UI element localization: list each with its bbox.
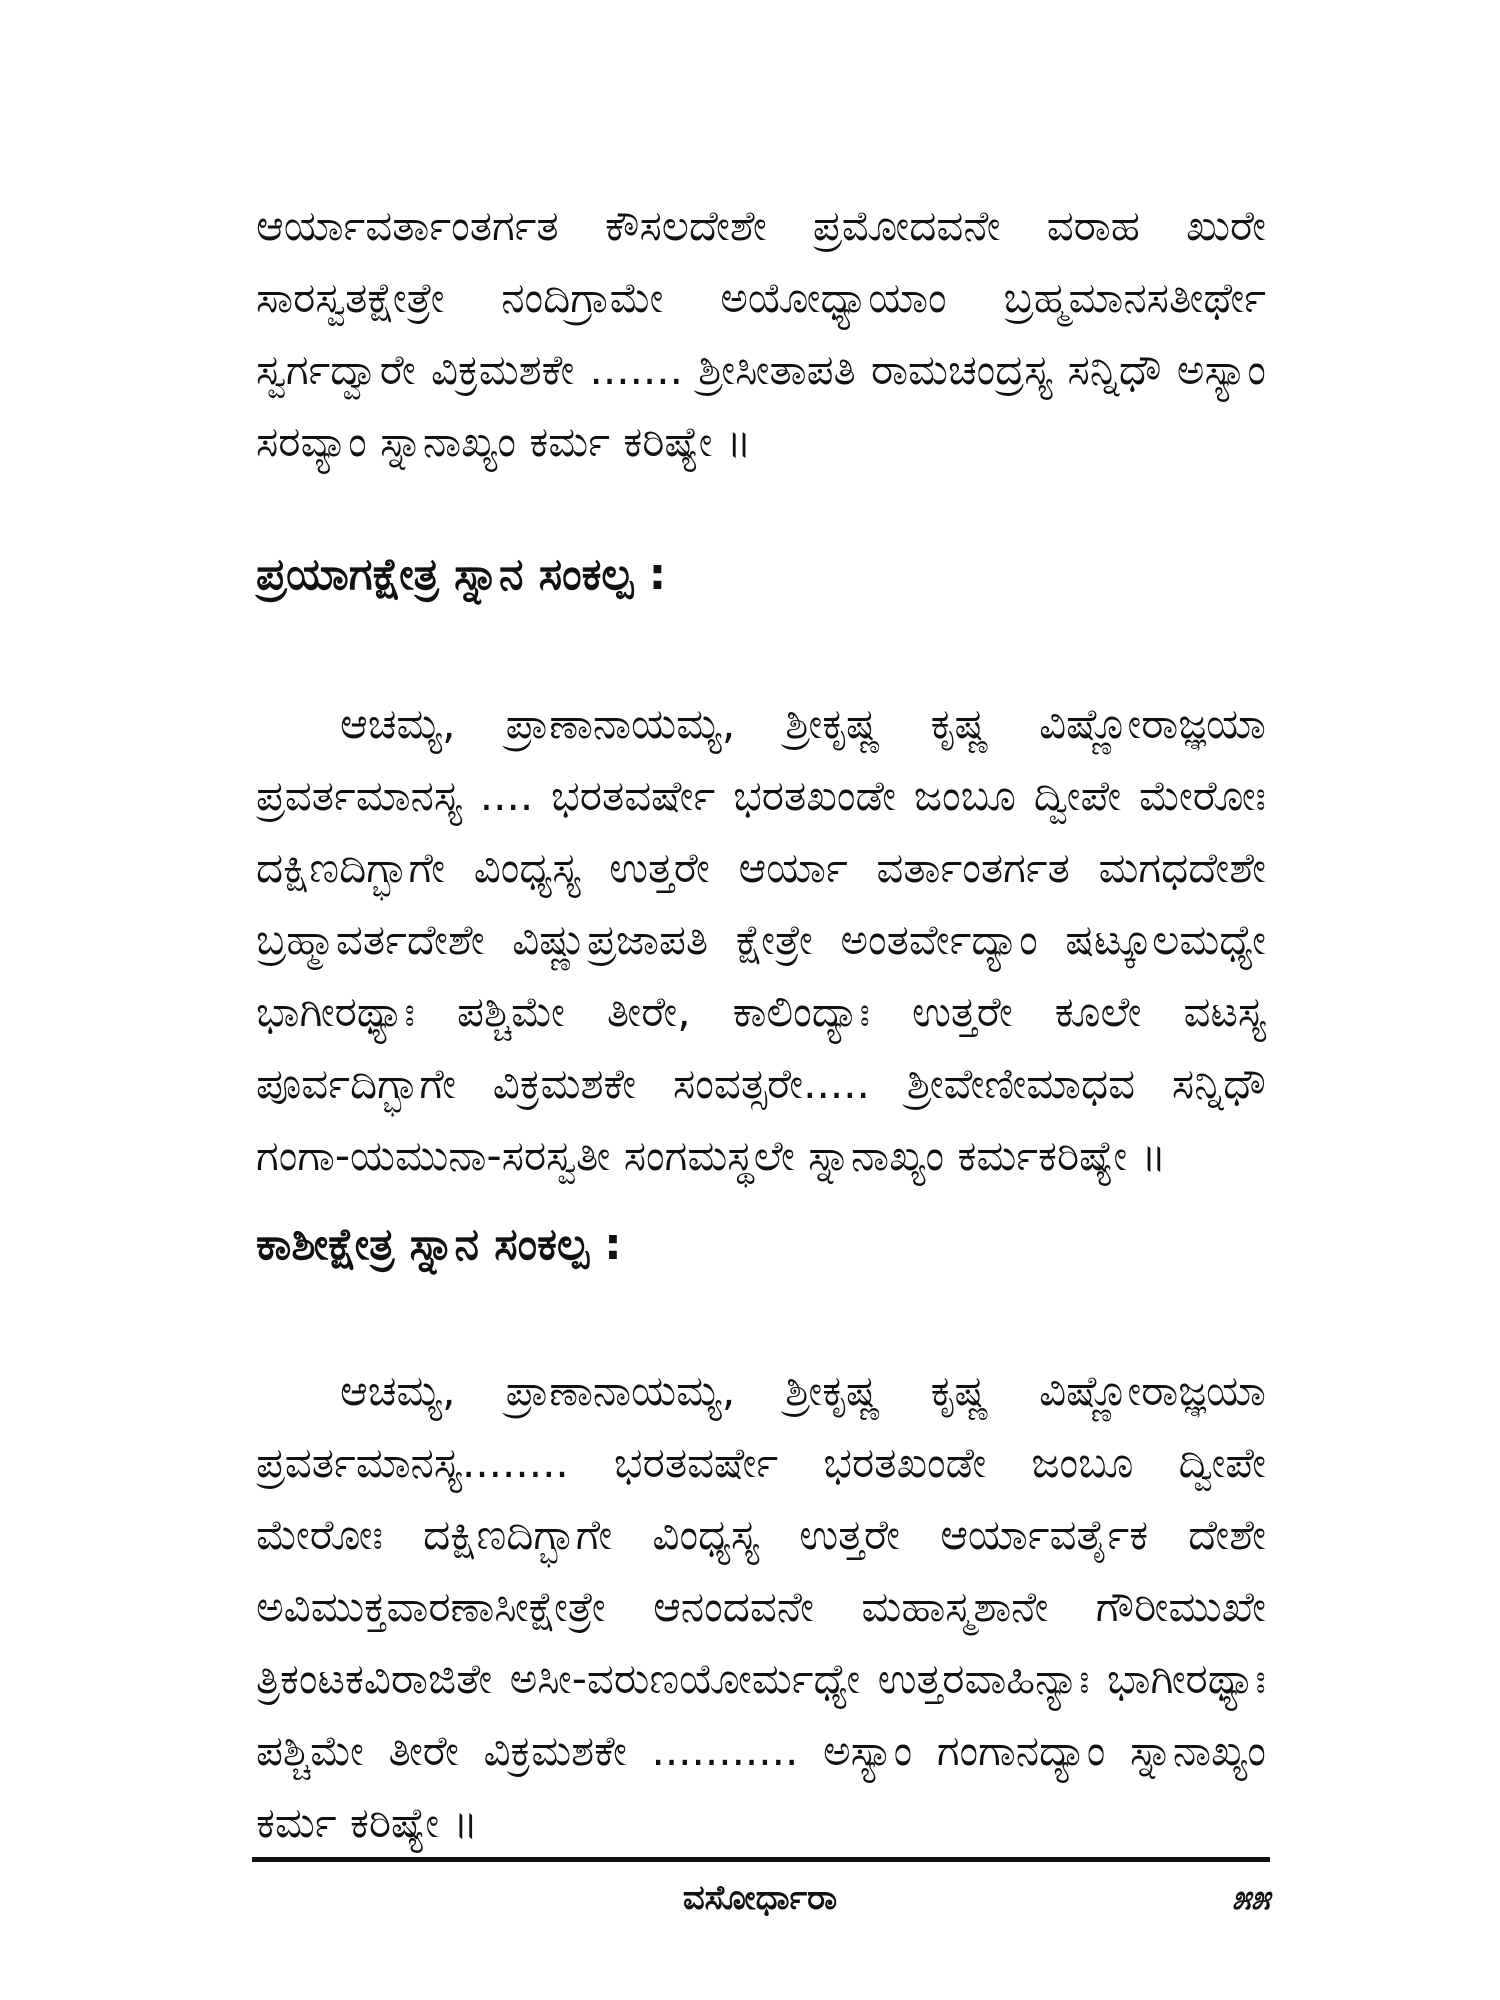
prayaga-sankalpa-heading: ಪ್ರಯಾಗಕ್ಷೇತ್ರ ಸ್ನಾನ ಸಂಕಲ್ಪ : — [256, 549, 667, 600]
kashi-sankalpa-paragraph: ಆಚಮ್ಯ, ಪ್ರಾಣಾನಾಯಮ್ಯ, ಶ್ರೀಕೃಷ್ಣ ಕೃಷ್ಣ ವಿಷ್ಣೋರಾಜ್ಞಯಾ ಪ್ರವರ್ತಮಾನಸ್ಯ........ ಭರತವರ್ಷೇ ಭರತಖಂಡೇ ಜಂಬೂ ದ್ವೀಪೇ ಮೇರೋಃ ದಕ್ಷಿಣದಿಗ್ಭಾಗೇ ವಿಂಧ್ಯಸ್ಯ ಉತ್ತರೇ ಆರ್ಯಾವರ್ತೈಕ ದೇಶೇ ಅವಿಮುಕ್ತವಾರಣಾಸೀಕ್ಷೇತ್ರೇ ಆನಂದವನೇ ಮಹಾಸ್ಮಶಾನೇ ಗೌರೀಮುಖೇ ತ್ರಿಕಂಟಕವಿರಾಜಿತೇ ಅಸೀ-ವರುಣಯೋರ್ಮಧ್ಯೇ ಉತ್ತರವಾಹಿನ್ಯಾಃ ಭಾಗೀರಥ್ಯಾಃ ಪಶ್ಚಿಮೇ ತೀರೇ ವಿಕ್ರಮಶಕೇ ........... ಅಸ್ಯಾಂ ಗಂಗಾನದ್ಯಾಂ ಸ್ನಾನಾಖ್ಯಂ ಕರ್ಮ ಕರಿಷ್ಯೇ ॥ — [256, 1366, 1266, 1847]
prayaga-sankalpa-paragraph: ಆಚಮ್ಯ, ಪ್ರಾಣಾನಾಯಮ್ಯ, ಶ್ರೀಕೃಷ್ಣ ಕೃಷ್ಣ ವಿಷ್ಣೋರಾಜ್ಞಯಾ ಪ್ರವರ್ತಮಾನಸ್ಯ .... ಭರತವರ್ಷೇ ಭರತಖಂಡೇ ಜಂಬೂ ದ್ವೀಪೇ ಮೇರೋಃ ದಕ್ಷಿಣದಿಗ್ಭಾಗೇ ವಿಂಧ್ಯಸ್ಯ ಉತ್ತರೇ ಆರ್ಯಾ ವರ್ತಾಂತರ್ಗತ ಮಗಧದೇಶೇ ಬ್ರಹ್ಮಾವರ್ತದೇಶೇ ವಿಷ್ಣುಪ್ರಜಾಪತಿ ಕ್ಷೇತ್ರೇ ಅಂತರ್ವೇದ್ಯಾಂ ಷಟ್ಕೂಲಮಧ್ಯೇ ಭಾಗೀರಥ್ಯಾಃ ಪಶ್ಚಿಮೇ ತೀರೇ, ಕಾಲಿಂದ್ಯಾಃ ಉತ್ತರೇ ಕೂಲೇ ವಟಸ್ಯ ಪೂರ್ವದಿಗ್ಭಾಗೇ ವಿಕ್ರಮಶಕೇ ಸಂವತ್ಸರೇ..... ಶ್ರೀವೇಣೀಮಾಧವ ಸನ್ನಿಧೌ ಗಂಗಾ-ಯಮುನಾ-ಸರಸ್ವತೀ ಸಂಗಮಸ್ಥಲೇ ಸ್ನಾನಾಖ್ಯಂ ಕರ್ಮಕರಿಷ್ಯೇ ॥ — [256, 699, 1266, 1180]
footer-book-title: ವಸೋರ್ಧಾರಾ — [682, 1878, 838, 1918]
page-number: ೫೫ — [1231, 1878, 1270, 1918]
intro-paragraph: ಆರ್ಯಾವರ್ತಾಂತರ್ಗತ ಕೌಸಲದೇಶೇ ಪ್ರಮೋದವನೇ ವರಾಹ ಖುರೇ ಸಾರಸ್ವತಕ್ಷೇತ್ರೇ ನಂದಿಗ್ರಾಮೇ ಅಯೋಧ್ಯಾಯಾಂ ಬ್ರಹ್ಮಮಾನಸತೀರ್ಥೇ ಸ್ವರ್ಗದ್ವಾರೇ ವಿಕ್ರಮಶಕೇ ....... ಶ್ರೀಸೀತಾಪತಿ ರಾಮಚಂದ್ರಸ್ಯ ಸನ್ನಿಧೌ ಅಸ್ಯಾಂ ಸರವ್ಯಾಂ ಸ್ನಾನಾಖ್ಯಂ ಕರ್ಮ ಕರಿಷ್ಯೇ ॥ — [256, 201, 1266, 466]
footer-divider — [252, 1857, 1270, 1862]
kashi-sankalpa-heading: ಕಾಶೀಕ್ಷೇತ್ರ ಸ್ನಾನ ಸಂಕಲ್ಪ : — [256, 1219, 622, 1270]
